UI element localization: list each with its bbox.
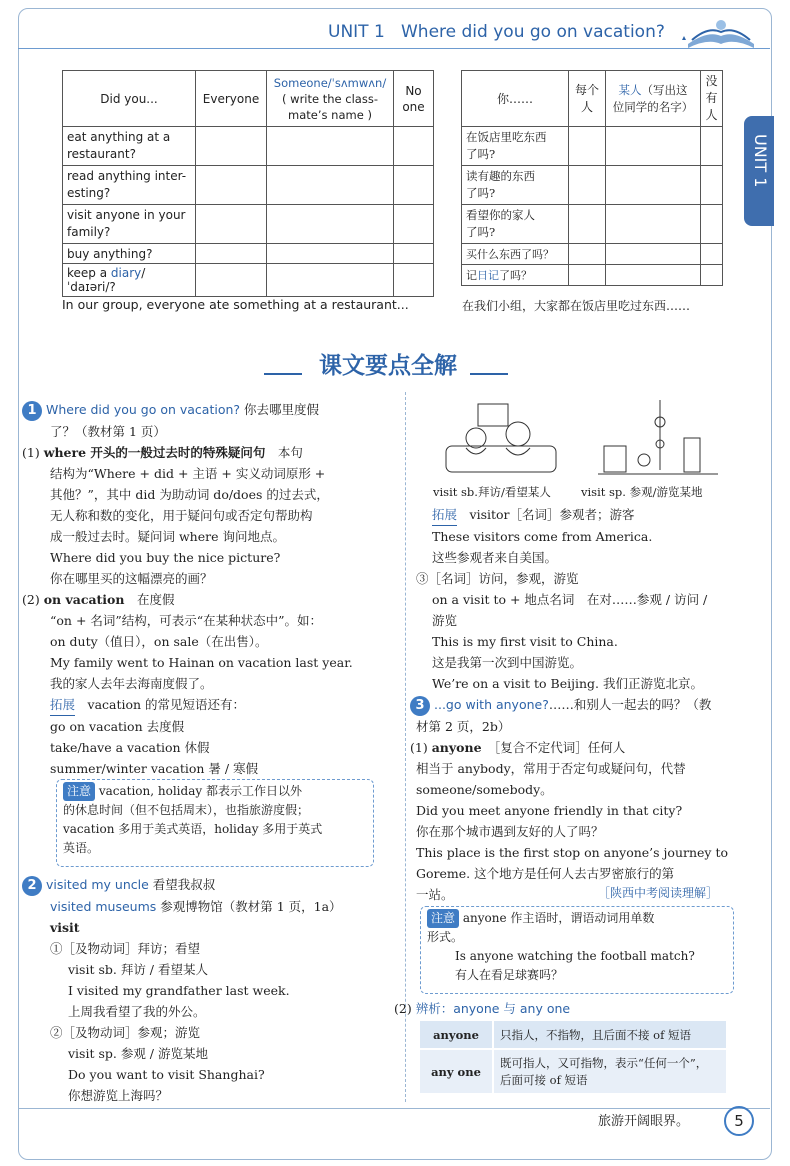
footer-rule: [18, 1108, 770, 1109]
comparison-term: anyone: [420, 1021, 493, 1049]
col-header-you: 你……: [462, 71, 569, 127]
caption-chinese: 在我们小组，大家都在饭店里吃过东西……: [462, 299, 691, 313]
table-row: 记日记了吗？: [462, 265, 569, 286]
comparison-table: [420, 1021, 726, 1093]
comparison-desc: 既可指人，又可指物，表示“任何一个”， 后面可接 of 短语: [500, 1055, 708, 1087]
page-number: 5: [724, 1106, 754, 1136]
col-header-no-one-zh: 没有 人: [701, 71, 723, 127]
left-column-2: 2 visited my uncle 看望我叔叔 visited museums 参观博物馆（教材第 1 页，1a） visit ①［及物动词］拜访；看望 visit sb. 拜访 / 看望某人 I visited my grandfather last week. 上周我看望了我的外公。 ②［及物动词］参观；游览 visit sp. 参观 / 游览某地 Do you want to visit Shanghai? 你想游览上海吗？: [22, 874, 402, 1106]
table-row: read anything inter- esting?: [63, 166, 196, 205]
comparison-term: any one: [420, 1049, 493, 1093]
visiting-grandparents-illustration: [438, 400, 568, 480]
point-number-2: 2: [22, 876, 42, 896]
note-badge: 注意: [63, 782, 95, 801]
table-row: buy anything?: [63, 244, 196, 264]
section-title: 课文要点全解: [258, 347, 518, 380]
page-header: [328, 22, 665, 42]
city-tower-illustration: [598, 398, 718, 480]
unit-label: UNIT 1: [328, 22, 385, 42]
unit-title: Where did you go on vacation?: [401, 22, 665, 42]
right-column: 拓展 visitor［名词］参观者；游客 These visitors come from America. 这些参观者来自美国。 ③［名词］访问，参观，游览 on a visit to + 地点名词 在对……参观 / 访问 / 游览 This is my first visit to China. 这是我第一次到中国游览。 We’re on a visit to Beijing. 我们正游览北京。 3 ...go with anyone?……和别人一起去的吗？（教 材第 2 页，2b） (1) anyone ［复合不定代词］任何人 相当于 anybody，常用于否定句或疑问句，代替 someone/somebody。 Did you meet anyone friendly in that city? 你在那个城市遇到友好的人了吗？ This place is the first stop on anyone’s journey to Goreme. 这个地方是任何人去古罗密旅行的第 一站。: [410, 504, 740, 905]
table-row: visit anyone in your family?: [63, 205, 196, 244]
note-badge-2: 注意: [427, 909, 459, 928]
note-box-anyone: 注意 anyone 作主语时，谓语动词用单数 形式。 Is anyone watching the football match? 有人在看足球赛吗？: [420, 906, 734, 994]
col-header-everyone: Everyone: [196, 71, 267, 127]
discrimination-heading: (2) 辨析：anyone 与 any one: [394, 1001, 571, 1016]
book-logo-icon: [678, 16, 764, 52]
table-row: keep a diary/ˈdaɪəri/?: [63, 264, 196, 297]
survey-table-english: [62, 70, 434, 297]
source-reference: ［陕西中考阅读理解］: [598, 886, 719, 900]
comparison-desc: 只指人，不指物，且后面不接 of 短语: [500, 1027, 691, 1042]
column-divider: [405, 392, 406, 1102]
unit-side-tab: UNIT 1: [744, 116, 774, 226]
illustration-caption-2: visit sp. 参观/游览某地: [581, 485, 703, 499]
left-column: 1 Where did you go on vacation? 你去哪里度假 了？（教材第 1 页） (1) where 开头的一般过去时的特殊疑问句 本句 结构为“Where + did + 主语 + 实义动词原形 + 其他？”，其中 did 为助动词 do/does 的过去式， 无人称和数的变化，用于疑问句或否定句帮助构 成一般过去时。疑问词 where 询问地点。 Where did you buy the nice picture? 你在哪里买的这幅漂亮的画？ (2) on vacation 在度假 “on + 名词”结构，可表示“在某种状态中”。如： on duty（值日），on sale（在出售）。 My family went to Hainan on vacation last year. 我的家人去年去海南度假了。 拓展 vacation 的常见短语还有： go on vacation 去度假 take/have a vacation 休假 summer/winter vacation 暑 / 寒假: [22, 402, 353, 776]
footer-text: 旅游开阔眼界。: [598, 1114, 690, 1129]
col-header-everyone-zh: 每个 人: [569, 71, 606, 127]
table-row: 买什么东西了吗？: [462, 244, 569, 265]
col-header-someone: Someone/ˈsʌmwʌn/ ( write the class- mate’s name ): [267, 71, 394, 127]
col-header-did-you: Did you...: [63, 71, 196, 127]
header-rule: [18, 48, 770, 49]
extension-tag: 拓展: [50, 694, 75, 716]
table-row: eat anything at a restaurant?: [63, 127, 196, 166]
point-number-1: 1: [22, 401, 42, 421]
illustration-caption-1: visit sb.拜访/看望某人: [433, 485, 551, 499]
extension-tag-2: 拓展: [432, 504, 457, 526]
survey-table-chinese: [461, 70, 723, 286]
col-header-someone-zh: 某人（写出这 位同学的名字）: [606, 71, 701, 127]
point-number-3: 3: [410, 696, 430, 716]
note-box-vacation: 注意 vacation, holiday 都表示工作日以外 的休息时间（但不包括周末），也指旅游度假； vacation 多用于美式英语，holiday 多用于英式 英语。: [56, 779, 374, 867]
table-row: 在饭店里吃东西 了吗?: [462, 127, 569, 166]
table-row: 读有趣的东西 了吗?: [462, 166, 569, 205]
caption-english: In our group, everyone ate something at a restaurant...: [62, 297, 409, 312]
col-header-no-one: No one: [394, 71, 434, 127]
table-row: 看望你的家人 了吗?: [462, 205, 569, 244]
